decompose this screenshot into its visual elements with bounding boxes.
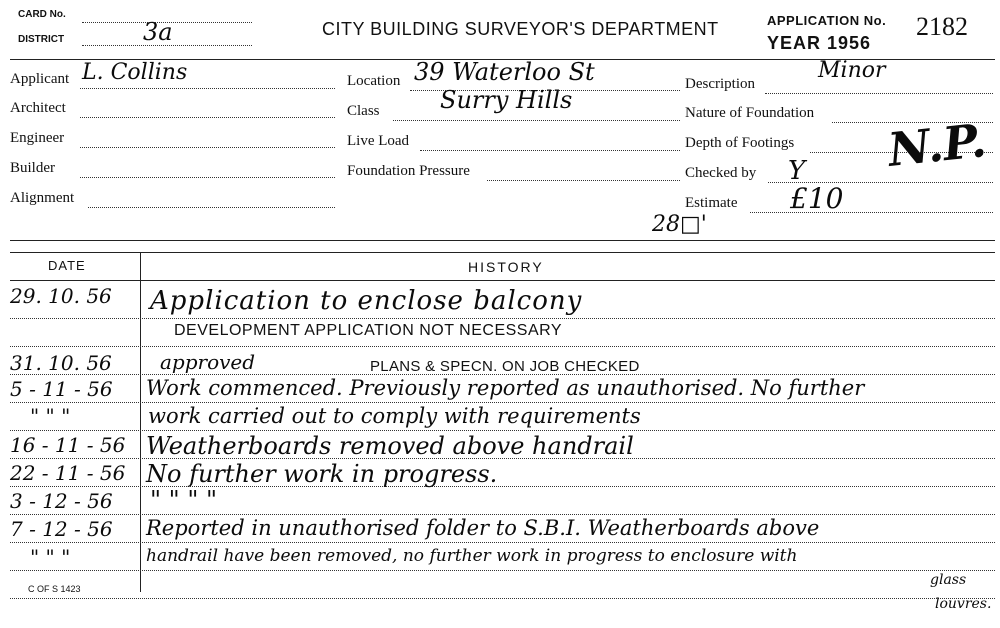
checked-by-value: Y bbox=[788, 156, 806, 186]
estimate-value: £10 bbox=[790, 182, 844, 215]
history-text: approved bbox=[160, 350, 256, 374]
class-line bbox=[393, 120, 680, 121]
history-date: 16 - 11 - 56 bbox=[10, 433, 126, 457]
engineer-label: Engineer bbox=[10, 130, 65, 146]
history-text: glass bbox=[930, 572, 967, 588]
foundation-pressure-label: Foundation Pressure bbox=[347, 163, 470, 179]
architect-line bbox=[80, 117, 335, 118]
alignment-line bbox=[88, 207, 335, 208]
estimate-line bbox=[750, 212, 993, 213]
live-load-label: Live Load bbox=[347, 133, 410, 149]
history-row-line bbox=[10, 598, 995, 599]
history-stamp: PLANS & SPECN. ON JOB CHECKED bbox=[370, 358, 640, 375]
class-label: Class bbox=[347, 103, 380, 119]
history-text: Reported in unauthorised folder to S.B.I. Weatherboards above bbox=[146, 516, 820, 540]
history-date: 29. 10. 56 bbox=[10, 284, 112, 308]
nature-foundation-label: Nature of Foundation bbox=[685, 105, 815, 121]
description-line bbox=[765, 93, 993, 94]
fields-rule-2 bbox=[10, 252, 995, 253]
history-row-line bbox=[10, 318, 995, 319]
history-date: " " " bbox=[30, 545, 71, 569]
foundation-pressure-line bbox=[487, 180, 680, 181]
history-text: Work commenced. Previously reported as unauthorised. No further bbox=[146, 376, 865, 400]
application-no-label: APPLICATION No. bbox=[767, 13, 887, 28]
architect-label: Architect bbox=[10, 100, 66, 116]
estimate-label: Estimate bbox=[685, 195, 738, 211]
checked-by-label: Checked by bbox=[685, 165, 757, 181]
history-row-line bbox=[10, 346, 995, 347]
date-header: DATE bbox=[48, 258, 86, 273]
history-stamp: DEVELOPMENT APPLICATION NOT NECESSARY bbox=[174, 322, 563, 339]
history-text: No further work in progress. bbox=[146, 460, 498, 488]
history-date: 7 - 12 - 56 bbox=[10, 517, 113, 541]
builder-label: Builder bbox=[10, 160, 55, 176]
builder-line bbox=[80, 177, 335, 178]
engineer-line bbox=[80, 147, 335, 148]
history-row-line bbox=[10, 570, 995, 571]
depth-footings-label: Depth of Footings bbox=[685, 135, 795, 151]
card-no-label: CARD No. bbox=[18, 9, 66, 20]
form-code: C OF S 1423 bbox=[28, 584, 81, 594]
history-text: handrail have been removed, no further work in progress to enclosure with bbox=[146, 546, 798, 566]
history-text: Application to enclose balcony bbox=[150, 286, 583, 316]
np-mark: N.P. bbox=[885, 113, 989, 177]
applicant-label: Applicant bbox=[10, 71, 70, 87]
department-title: CITY BUILDING SURVEYOR'S DEPARTMENT bbox=[322, 19, 719, 39]
history-row-line bbox=[10, 430, 995, 431]
history-date: 3 - 12 - 56 bbox=[10, 489, 113, 513]
date-column-divider bbox=[140, 252, 141, 592]
year-label: YEAR 1956 bbox=[767, 33, 872, 53]
history-date: 22 - 11 - 56 bbox=[10, 461, 126, 485]
history-text: " " " " bbox=[150, 486, 218, 514]
area-note: 28□' bbox=[652, 212, 707, 237]
history-row-line bbox=[10, 402, 995, 403]
history-date: " " " bbox=[30, 404, 71, 428]
history-header-rule bbox=[10, 280, 995, 281]
fields-rule-1 bbox=[10, 240, 995, 241]
history-date: 31. 10. 56 bbox=[10, 351, 112, 375]
description-value: Minor bbox=[818, 58, 886, 83]
live-load-line bbox=[420, 150, 680, 151]
location-label: Location bbox=[347, 73, 401, 89]
history-text: Weatherboards removed above handrail bbox=[146, 432, 634, 460]
history-row-line bbox=[10, 514, 995, 515]
applicant-line bbox=[80, 88, 335, 89]
history-date: 5 - 11 - 56 bbox=[10, 377, 113, 401]
history-text: louvres. bbox=[935, 596, 992, 612]
description-label: Description bbox=[685, 76, 755, 92]
application-no-value: 2182 bbox=[916, 12, 968, 41]
history-row-line bbox=[10, 542, 995, 543]
class-value: Surry Hills bbox=[440, 86, 573, 114]
history-text: work carried out to comply with requirements bbox=[148, 404, 641, 428]
district-label: DISTRICT bbox=[18, 34, 65, 45]
location-value: 39 Waterloo St bbox=[414, 58, 595, 86]
district-value: 3a bbox=[143, 18, 173, 46]
history-header: HISTORY bbox=[468, 259, 544, 275]
alignment-label: Alignment bbox=[10, 190, 75, 206]
applicant-value: L. Collins bbox=[82, 60, 188, 85]
